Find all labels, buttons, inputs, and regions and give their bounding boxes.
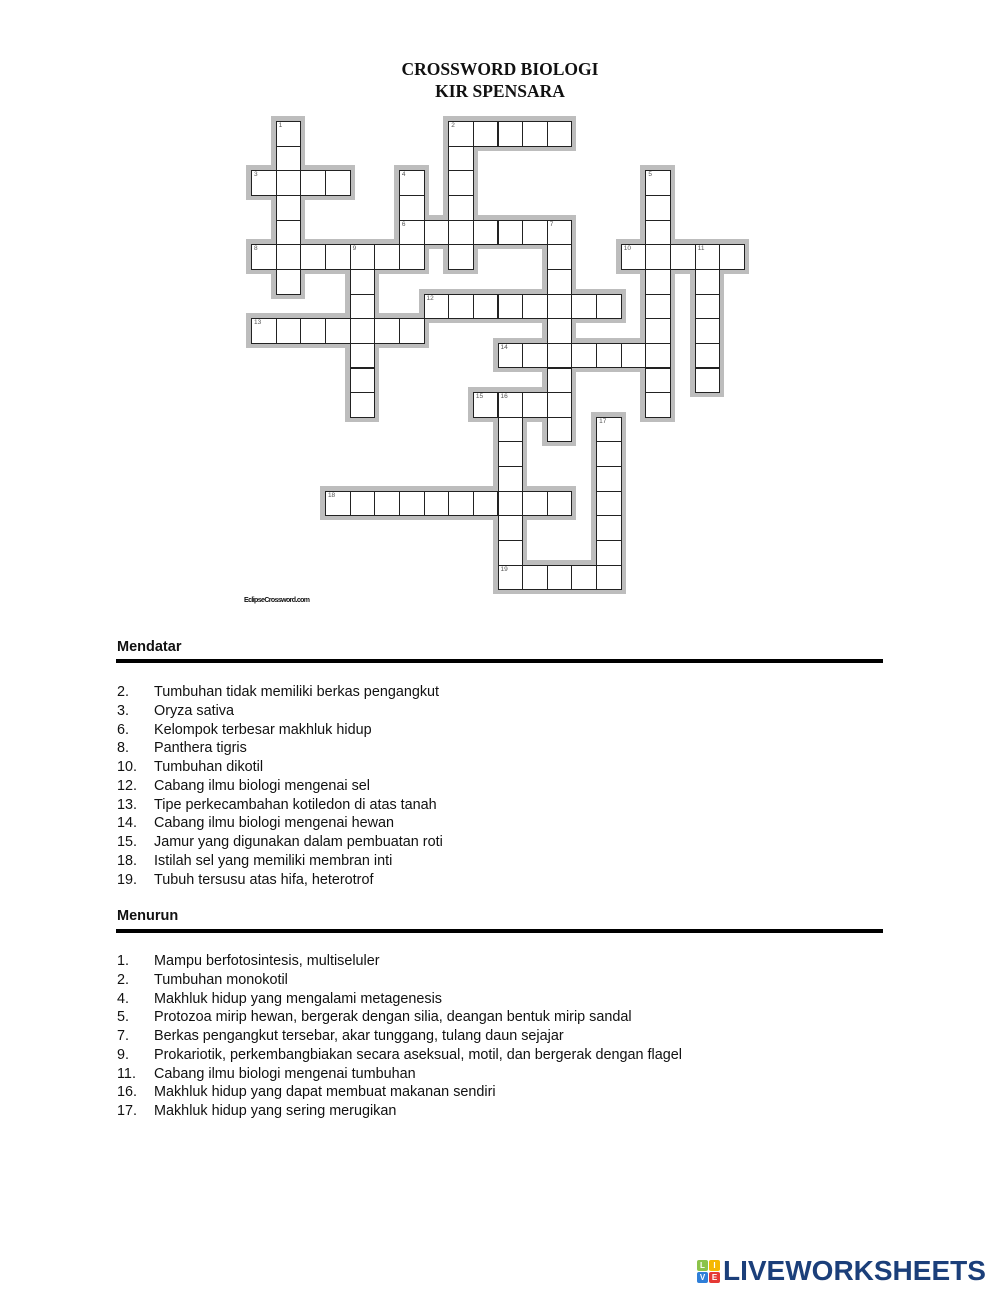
clue-number: 10. — [117, 759, 138, 775]
crossword-cell[interactable] — [276, 269, 302, 295]
down-clue — [117, 1008, 682, 1027]
down-clue — [117, 952, 682, 971]
across-clue — [117, 833, 443, 852]
clue-number: 12. — [117, 777, 138, 794]
crossword-cell[interactable] — [695, 294, 721, 320]
across-clue — [117, 871, 443, 890]
crossword-cell[interactable] — [670, 244, 696, 270]
crossword-cell[interactable] — [300, 318, 326, 344]
crossword-cell[interactable] — [276, 244, 302, 270]
down-clue — [117, 1065, 682, 1084]
crossword-cell[interactable] — [645, 220, 671, 246]
crossword-cell[interactable] — [645, 244, 671, 270]
liveworksheets-brand — [697, 1255, 986, 1287]
crossword-cell[interactable] — [645, 269, 671, 295]
logo-letter: V — [697, 1272, 708, 1283]
clue-text: Tumbuhan dikotil — [154, 759, 264, 775]
across-clue — [117, 683, 443, 702]
down-clue — [117, 1027, 682, 1046]
crossword-cell[interactable] — [522, 121, 548, 147]
clue-number: 13. — [117, 796, 138, 813]
crossword-cell[interactable] — [522, 220, 548, 246]
crossword-cell[interactable] — [473, 392, 499, 418]
clue-number: 7 — [549, 220, 554, 228]
crossword-cell[interactable] — [276, 170, 302, 196]
crossword-cell[interactable] — [350, 491, 376, 517]
crossword-cell[interactable] — [325, 170, 351, 196]
crossword-cell[interactable] — [522, 491, 548, 517]
crossword-cell[interactable] — [399, 318, 425, 344]
crossword-cell[interactable] — [645, 392, 671, 418]
down-clue-list — [117, 952, 682, 1121]
crossword-cell[interactable] — [325, 244, 351, 270]
clue-text: Istilah sel yang memiliki membran inti — [154, 852, 393, 869]
brand-name: LIVEWORKSHEETS — [723, 1255, 986, 1286]
across-clue — [117, 814, 443, 833]
across-clue-list — [117, 683, 443, 889]
across-clue — [117, 702, 443, 721]
crossword-cell[interactable] — [276, 121, 302, 147]
clue-text: Tumbuhan monokotil — [154, 971, 288, 988]
crossword-cell[interactable] — [596, 294, 622, 320]
across-clue — [117, 758, 443, 777]
clue-number: 5 — [648, 171, 653, 179]
crossword-cell[interactable] — [498, 466, 524, 492]
crossword-cell[interactable] — [498, 441, 524, 467]
clue-text: Tumbuhan tidak memiliki berkas pengangkut — [154, 684, 440, 700]
crossword-cell[interactable] — [547, 244, 573, 270]
crossword-cell[interactable] — [374, 318, 400, 344]
crossword-cell[interactable] — [473, 220, 499, 246]
liveworksheets-logo-icon — [697, 1260, 720, 1283]
crossword-cell[interactable] — [571, 294, 597, 320]
crossword-cell[interactable] — [448, 195, 474, 221]
across-clue — [117, 721, 443, 740]
crossword-cell[interactable] — [448, 146, 474, 172]
crossword-cell[interactable] — [645, 195, 671, 221]
clue-number: 17. — [117, 1103, 138, 1119]
clue-text: Prokariotik, perkembangbiakan secara aseksual, motil, dan bergerak dengan flagel — [154, 1046, 682, 1063]
clue-text: Cabang ilmu biologi mengenai tumbuhan — [154, 1065, 416, 1082]
crossword-cell[interactable] — [251, 170, 277, 196]
crossword-cell[interactable] — [448, 244, 474, 270]
crossword-cell[interactable] — [325, 318, 351, 344]
crossword-cell[interactable] — [498, 417, 524, 443]
crossword-cell[interactable] — [621, 244, 647, 270]
clue-number: 15. — [117, 834, 138, 850]
clue-number: 11. — [117, 1065, 136, 1082]
crossword-cell[interactable] — [399, 220, 425, 246]
crossword-cell[interactable] — [498, 121, 524, 147]
down-clue — [117, 990, 682, 1009]
crossword-cell[interactable] — [596, 491, 622, 517]
clue-number: 2. — [117, 971, 130, 988]
down-clue — [117, 1102, 682, 1121]
crossword-cell[interactable] — [498, 491, 524, 517]
crossword-cell[interactable] — [350, 269, 376, 295]
crossword-cell[interactable] — [350, 244, 376, 270]
crossword-cell[interactable] — [498, 515, 524, 541]
crossword-cell[interactable] — [547, 318, 573, 344]
clue-number: 9 — [352, 245, 357, 253]
crossword-cell[interactable] — [251, 244, 277, 270]
crossword-cell[interactable] — [645, 294, 671, 320]
clue-text: Cabang ilmu biologi mengenai hewan — [154, 815, 395, 832]
clue-text: Makhluk hidup yang mengalami metagenesis — [154, 990, 442, 1007]
clue-number: 14 — [500, 343, 508, 351]
crossword-cell[interactable] — [276, 318, 302, 344]
clue-number: 4. — [117, 990, 130, 1007]
clue-number: 18. — [117, 852, 138, 869]
clue-number: 1. — [117, 953, 130, 969]
crossword-cell[interactable] — [350, 318, 376, 344]
crossword-cell[interactable] — [695, 343, 721, 369]
crossword-cell[interactable] — [621, 343, 647, 369]
crossword-cell[interactable] — [719, 244, 745, 270]
clue-text: Oryza sativa — [154, 702, 234, 719]
clue-number: 12 — [426, 294, 434, 302]
crossword-cell[interactable] — [424, 491, 450, 517]
crossword-cell[interactable] — [596, 441, 622, 467]
logo-letter: E — [709, 1272, 720, 1283]
down-divider — [116, 929, 883, 933]
crossword-cell[interactable] — [448, 220, 474, 246]
crossword-cell[interactable] — [596, 417, 622, 443]
clue-number: 17 — [599, 417, 607, 425]
crossword-cell[interactable] — [350, 392, 376, 418]
across-clue — [117, 796, 443, 815]
crossword-cell[interactable] — [350, 294, 376, 320]
crossword-cell[interactable] — [522, 343, 548, 369]
clue-text: Makhluk hidup yang dapat membuat makanan sendiri — [154, 1084, 496, 1101]
crossword-cell[interactable] — [350, 368, 376, 394]
clue-number: 18 — [327, 491, 336, 499]
crossword-cell[interactable] — [473, 491, 499, 517]
crossword-cell[interactable] — [399, 491, 425, 517]
crossword-cell[interactable] — [596, 343, 622, 369]
down-clue — [117, 1083, 682, 1102]
crossword-cell[interactable] — [547, 220, 573, 246]
clue-text: Protozoa mirip hewan, bergerak dengan silia, deangan bentuk mirip sandal — [154, 1009, 632, 1026]
clue-number: 9. — [117, 1046, 130, 1063]
crossword-cell[interactable] — [522, 294, 548, 320]
crossword-cell[interactable] — [645, 368, 671, 394]
crossword-cell[interactable] — [350, 343, 376, 369]
clue-number: 19. — [117, 871, 138, 888]
crossword-cell[interactable] — [596, 565, 622, 591]
clue-number: 14. — [117, 815, 138, 832]
crossword-cell[interactable] — [695, 269, 721, 295]
crossword-cell[interactable] — [596, 466, 622, 492]
clue-number: 3 — [254, 171, 258, 179]
crossword-grid — [0, 0, 1000, 620]
crossword-cell[interactable] — [695, 244, 721, 270]
crossword-cell[interactable] — [498, 565, 524, 591]
down-clue — [117, 1046, 682, 1065]
crossword-cell[interactable] — [571, 343, 597, 369]
clue-text: Panthera tigris — [154, 740, 247, 757]
crossword-cell[interactable] — [522, 392, 548, 418]
crossword-cell[interactable] — [547, 121, 573, 147]
clue-number: 16. — [117, 1084, 138, 1101]
clue-number: 10 — [623, 245, 631, 253]
crossword-cell[interactable] — [424, 220, 450, 246]
crossword-cell[interactable] — [522, 565, 548, 591]
crossword-cell[interactable] — [448, 170, 474, 196]
crossword-cell[interactable] — [498, 540, 524, 566]
across-clue — [117, 739, 443, 758]
crossword-cell[interactable] — [276, 146, 302, 172]
crossword-cell[interactable] — [498, 220, 524, 246]
crossword-cell[interactable] — [547, 491, 573, 517]
crossword-cell[interactable] — [547, 343, 573, 369]
clue-text: Kelompok terbesar makhluk hidup — [154, 721, 372, 738]
down-heading: Menurun — [117, 908, 179, 924]
clue-number: 5. — [117, 1009, 130, 1026]
across-divider — [116, 659, 883, 663]
crossword-cell[interactable] — [399, 244, 425, 270]
crossword-cell[interactable] — [547, 269, 573, 295]
clue-number: 6. — [117, 721, 130, 738]
crossword-cell[interactable] — [374, 244, 400, 270]
crossword-cell[interactable] — [399, 195, 425, 221]
logo-letter: L — [697, 1260, 708, 1271]
across-clue — [117, 852, 443, 871]
crossword-cell[interactable] — [399, 170, 425, 196]
crossword-cell[interactable] — [596, 540, 622, 566]
crossword-cell[interactable] — [547, 368, 573, 394]
crossword-cell[interactable] — [547, 417, 573, 443]
crossword-cell[interactable] — [374, 491, 400, 517]
clue-text: Tipe perkecambahan kotiledon di atas tanah — [154, 796, 437, 813]
crossword-cell[interactable] — [325, 491, 351, 517]
across-heading: Mendatar — [117, 639, 182, 655]
crossword-cell[interactable] — [473, 294, 499, 320]
crossword-cell[interactable] — [473, 121, 499, 147]
crossword-cell[interactable] — [300, 244, 326, 270]
crossword-cell[interactable] — [276, 195, 302, 221]
crossword-cell[interactable] — [547, 565, 573, 591]
across-clue — [117, 777, 443, 796]
clue-text: Makhluk hidup yang sering merugikan — [154, 1103, 397, 1119]
clue-text: Mampu berfotosintesis, multiseluler — [154, 953, 380, 969]
worksheet-title: CROSSWORD BIOLOGI — [401, 59, 599, 79]
clue-number: 11 — [697, 245, 705, 253]
crossword-credit: EclipseCrossword.com — [244, 597, 310, 604]
crossword-cell[interactable] — [276, 220, 302, 246]
clue-number: 3. — [117, 702, 130, 719]
clue-number: 16 — [500, 393, 508, 401]
crossword-cell[interactable] — [424, 294, 450, 320]
crossword-cell[interactable] — [645, 318, 671, 344]
crossword-cell[interactable] — [251, 318, 277, 344]
crossword-cell[interactable] — [498, 294, 524, 320]
logo-letter: I — [709, 1260, 720, 1271]
crossword-cell[interactable] — [300, 170, 326, 196]
down-clue — [117, 971, 682, 990]
crossword-cell[interactable] — [596, 515, 622, 541]
crossword-cell[interactable] — [571, 565, 597, 591]
clue-text: Tubuh tersusu atas hifa, heterotrof — [154, 871, 374, 888]
clue-number: 19 — [500, 565, 508, 573]
clue-number: 4 — [401, 171, 406, 179]
crossword-cell[interactable] — [695, 318, 721, 344]
crossword-cell[interactable] — [547, 294, 573, 320]
clue-number: 7. — [117, 1028, 130, 1044]
clue-number: 8. — [117, 740, 130, 757]
crossword-cell[interactable] — [498, 343, 524, 369]
clue-number: 2 — [451, 122, 455, 129]
clue-text: Cabang ilmu biologi mengenai sel — [154, 777, 370, 794]
crossword-cell[interactable] — [448, 121, 474, 147]
clue-number: 8 — [254, 245, 258, 253]
crossword-cell[interactable] — [547, 392, 573, 418]
clue-number: 1 — [278, 122, 283, 129]
crossword-cell[interactable] — [645, 170, 671, 196]
clue-text: Berkas pengangkut tersebar, akar tunggang, tulang daun sejajar — [154, 1028, 564, 1044]
clue-number: 15 — [475, 393, 484, 401]
crossword-cell[interactable] — [448, 294, 474, 320]
crossword-cell[interactable] — [498, 392, 524, 418]
crossword-cell[interactable] — [695, 368, 721, 394]
clue-number: 6 — [401, 220, 406, 228]
crossword-cell[interactable] — [645, 343, 671, 369]
crossword-cell[interactable] — [448, 491, 474, 517]
worksheet-subtitle: KIR SPENSARA — [435, 81, 565, 101]
clue-number: 13 — [254, 319, 262, 327]
clue-text: Jamur yang digunakan dalam pembuatan roti — [154, 834, 443, 850]
clue-number: 2. — [117, 684, 130, 700]
